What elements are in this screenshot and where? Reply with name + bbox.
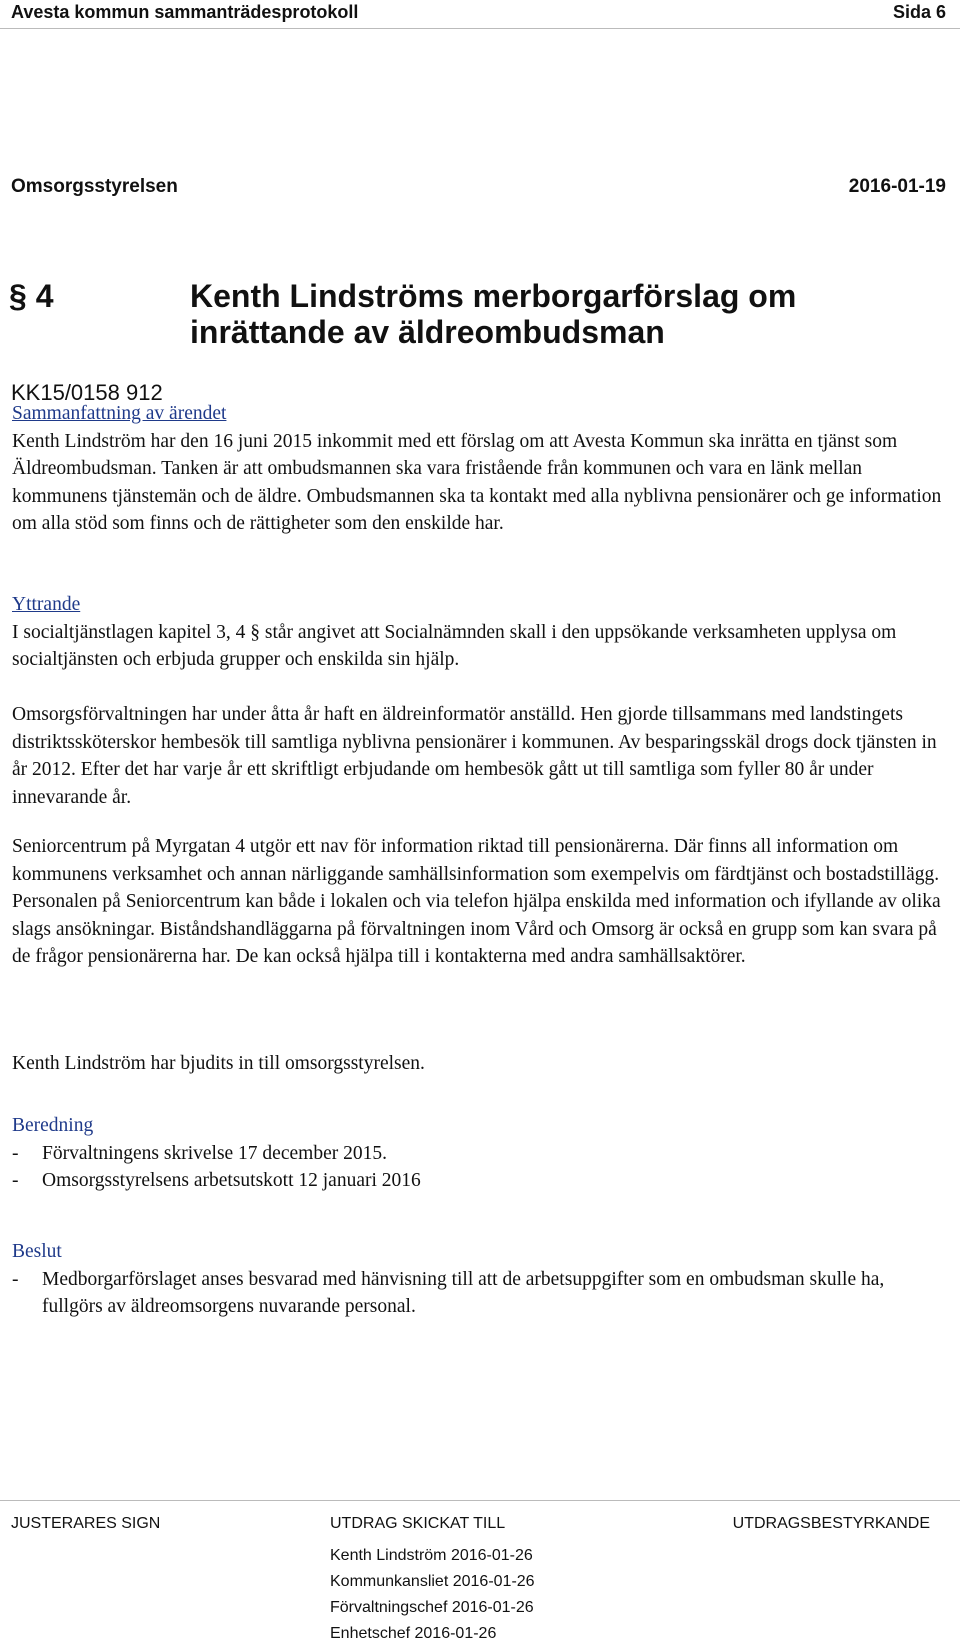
summary-text: Kenth Lindström har den 16 juni 2015 inkommit med ett förslag om att Avesta Kommun ska inrätta en tjänst som Äldreombudsman. Tanken är att ombudsmannen ska vara fristående från kommunen och vara en länk mellan kommunens tjänstemän och de äldre. Ombudsmannen ska ta kontakt med alla nyblivna pensionärer och ge information om alla stöd som finns och de rättigheter som den enskilde har.: [12, 430, 942, 535]
list-item: - Omsorgsstyrelsens arbetsutskott 12 januari 2016: [12, 1170, 421, 1192]
meeting-row: [0, 176, 960, 206]
list-item: - Medborgarförslaget anses besvarad med hänvisning till att de arbetsuppgifter som en ombudsman skulle ha, fullgörs av äldreomsorgens nuvarande personal.: [12, 1268, 885, 1318]
list-item: Förvaltningschef 2016-01-26: [330, 1599, 534, 1616]
list-item: Kommunkansliet 2016-01-26: [330, 1573, 535, 1590]
sent-to-label: UTDRAG SKICKAT TILL: [330, 1515, 506, 1532]
list-item: Enhetschef 2016-01-26: [330, 1625, 497, 1642]
organ-name: Omsorgsstyrelsen: [11, 176, 178, 197]
document-title: Avesta kommun sammanträdesprotokoll: [11, 2, 359, 22]
statement-heading: Yttrande: [12, 594, 81, 615]
document-header: [0, 0, 960, 29]
summary-heading: Sammanfattning av ärendet: [12, 403, 227, 424]
item-title-line-2: inrättande av äldreombudsman: [190, 314, 665, 350]
decision-section: [12, 1238, 942, 1321]
meeting-date: 2016-01-19: [848, 176, 946, 197]
statement-paragraph: Kenth Lindström har bjudits in till omsorgsstyrelsen.: [12, 1053, 425, 1074]
decision-heading: Beslut: [12, 1241, 62, 1262]
statement-section: [12, 591, 942, 674]
preparation-section: [12, 1112, 942, 1195]
item-number: § 4: [9, 278, 54, 314]
item-title: [190, 278, 796, 350]
distribution-list: [330, 1543, 535, 1647]
statement-paragraph: Seniorcentrum på Myrgatan 4 utgör ett nav för information riktad till pensionärerna. Där finns all information om kommunens verksamhet och annan närliggande samhällsinformation som exempelvis om färdtjänst och bostadstillägg. Personalen på Seniorcentrum kan både i lokalen och via telefon hjälpa enskilda med information och ifyllande av olika slags ansökningar. Biståndshandläggarna på förvaltningen inom Vård och Omsorg är också en grupp som kan svara på de frågor pensionärerna har. De kan också hjälpa till i kontakterna med andra samhällsaktörer.: [12, 836, 941, 968]
page-number: Sida 6: [892, 2, 946, 22]
summary-section: [12, 400, 942, 538]
list-item: - Förvaltningens skrivelse 17 december 2015.: [12, 1142, 387, 1164]
adjuster-label: JUSTERARES SIGN: [11, 1515, 161, 1532]
list-item: Kenth Lindström 2016-01-26: [330, 1547, 533, 1564]
certified-label: UTDRAGSBESTYRKANDE: [732, 1515, 930, 1532]
statement-paragraph: I socialtjänstlagen kapitel 3, 4 § står angivet att Socialnämnden skall i den uppsökande verksamheten upplysa om socialtjänsten och erbjuda grupper och enskilda sin hjälp.: [12, 621, 897, 671]
statement-paragraph: Omsorgsförvaltningen har under åtta år haft en äldreinformatör anställd. Hen gjorde tillsammans med landstingets distriktssköterskor hembesök till samtliga nyblivna pensionärer i kommunen. Av besparingsskäl drogs dock tjänsten in år 2012. Efter det har varje år ett skriftligt erbjudande om hembesök gått ut till samtliga som fyller 80 år under innevarande år.: [12, 704, 937, 808]
preparation-heading: Beredning: [12, 1115, 94, 1136]
item-title-line-1: Kenth Lindströms merborgarförslag om: [190, 278, 797, 314]
case-number: KK15/0158 912: [11, 380, 163, 405]
document-footer: [0, 1500, 960, 1642]
